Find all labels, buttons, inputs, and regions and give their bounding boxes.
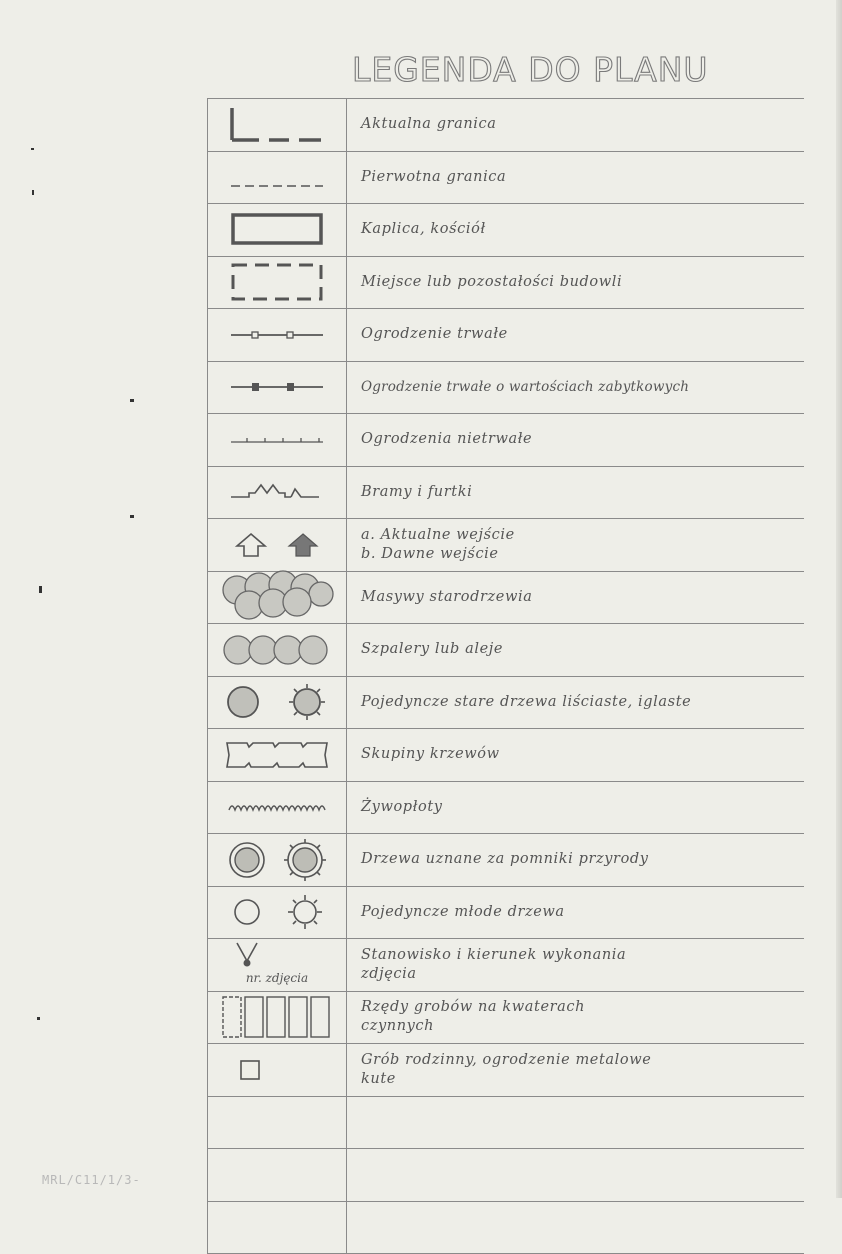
legend-symbol-cell [207,1149,347,1201]
legend-row [207,413,804,466]
legend-description [347,362,804,414]
legend-symbol-cell [207,992,347,1044]
legend-symbol-cell [207,467,347,519]
legend-description [347,99,804,151]
legend-description [347,572,804,624]
legend-text: Żywopłoty [361,798,804,817]
young-trees-icon [221,892,333,932]
legend-symbol-cell [207,99,347,151]
legend-text: kute [361,1070,804,1089]
legend-symbol-cell [207,257,347,309]
hedge-icon [225,797,329,817]
legend-description [347,257,804,309]
legend-description [347,887,804,939]
legend-row [207,466,804,519]
shrub-cluster-icon [221,737,333,773]
legend-row [207,728,804,781]
legend-row [207,518,804,571]
legend-text: Pierwotna granica [361,168,804,187]
legend-symbol-cell [207,572,347,624]
legend-symbol-cell [207,624,347,676]
margin-mark [130,399,134,402]
legend-description [347,1097,804,1149]
legend-row [207,1043,804,1096]
legend-description [347,152,804,204]
legend-description [347,1044,804,1096]
legend-row [207,833,804,886]
legend-description [347,782,804,834]
legend-symbol-cell [207,939,347,991]
photo-position-icon [227,941,267,971]
legend-description [347,519,804,571]
legend-text: czynnych [361,1017,804,1036]
legend-description [347,939,804,991]
legend-description [347,1149,804,1201]
legend-text: Szpalery lub aleje [361,640,804,659]
legend-row-empty [207,1148,804,1201]
current-boundary-icon [227,105,327,145]
legend-text: Bramy i furtki [361,483,804,502]
legend-description [347,992,804,1044]
legend-description [347,729,804,781]
legend-text: Ogrodzenie trwałe [361,325,804,344]
margin-mark [32,190,34,195]
legend-description [347,204,804,256]
gates-wickets-icon [227,477,327,507]
old-tree-stand-icon [221,572,333,622]
legend-text: Ogrodzenie trwałe o wartościach zabytkowych [361,378,804,397]
legend-symbol-cell [207,887,347,939]
legend-row-empty [207,1201,804,1254]
legend-text: Stanowisko i kierunek wykonania [361,946,804,965]
legend-text: Ogrodzenia nietrwałe [361,430,804,449]
legend-symbol-cell [207,414,347,466]
legend-text: Pojedyncze stare drzewa liściaste, iglaste [361,693,804,712]
natural-monument-trees-icon [221,838,333,882]
legend-symbol-cell [207,677,347,729]
entrance-arrows-icon [227,530,327,560]
legend-row [207,203,804,256]
archive-reference-note: MRL/C11/1/3- [42,1173,141,1187]
legend-description [347,414,804,466]
margin-mark [31,148,34,150]
original-boundary-icon [227,162,327,192]
legend-description [347,309,804,361]
legend-symbol-cell [207,204,347,256]
legend-text: Kaplica, kościół [361,220,804,239]
photo-number-caption: nr. zdjęcia [208,971,346,985]
legend-description [347,677,804,729]
legend-description [347,624,804,676]
legend-symbol-cell [207,782,347,834]
chapel-church-icon [227,210,327,250]
legend-row [207,151,804,204]
legend-row [207,361,804,414]
margin-mark [130,515,134,518]
legend-symbol-cell [207,1044,347,1096]
legend-symbol-cell [207,519,347,571]
family-grave-icon [221,1055,333,1085]
legend-row-empty [207,1096,804,1149]
legend-text: Skupiny krzewów [361,745,804,764]
legend-row [207,256,804,309]
legend-symbol-cell [207,362,347,414]
legend-row [207,623,804,676]
legend-row [207,308,804,361]
legend-symbol-cell [207,729,347,781]
legend-text: Miejsce lub pozostałości budowli [361,273,804,292]
single-old-trees-icon [221,682,333,722]
permanent-fence-icon [227,325,327,345]
legend-description [347,467,804,519]
legend-text: Drzewa uznane za pomniki przyrody [361,850,804,869]
legend-title: LEGENDA DO PLANU [352,50,709,89]
tree-row-icon [221,632,333,668]
legend-text: b. Dawne wejście [361,545,804,564]
margin-mark [37,1017,40,1020]
legend-row [207,571,804,624]
legend-symbol-cell [207,834,347,886]
legend-text: Rzędy grobów na kwaterach [361,998,804,1017]
margin-mark [39,586,42,593]
legend-table [207,98,804,1254]
legend-symbol-cell [207,1202,347,1254]
legend-row [207,991,804,1044]
legend-text: Grób rodzinny, ogrodzenie metalowe [361,1051,804,1070]
legend-symbol-cell [207,1097,347,1149]
legend-text: Masywy starodrzewia [361,588,804,607]
legend-symbol-cell [207,152,347,204]
legend-description [347,834,804,886]
legend-row [207,938,804,991]
legend-row [207,676,804,729]
legend-row [207,886,804,939]
legend-row [207,781,804,834]
legend-symbol-cell [207,309,347,361]
temporary-fence-icon [227,430,327,450]
building-remains-icon [227,260,327,304]
page-edge [836,0,842,1198]
legend-text: zdjęcia [361,965,804,984]
historic-fence-icon [227,377,327,397]
legend-description [347,1202,804,1254]
grave-rows-icon [221,994,333,1040]
legend-text: a. Aktualne wejście [361,526,804,545]
legend-row [207,98,804,151]
legend-text: Pojedyncze młode drzewa [361,903,804,922]
legend-text: Aktualna granica [361,115,804,134]
